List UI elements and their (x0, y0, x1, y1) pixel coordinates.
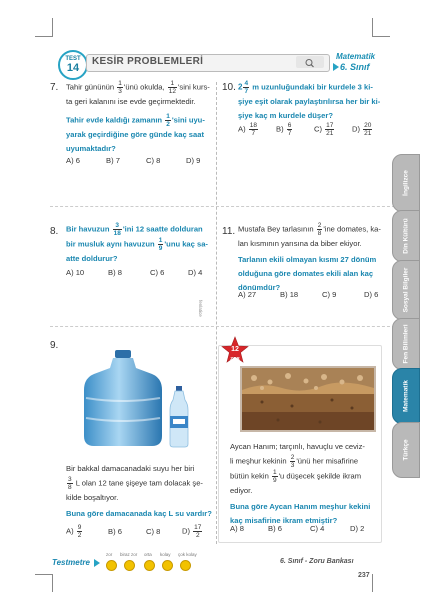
option-d[interactable]: D) 9 (186, 156, 201, 165)
q7-question-line: yarak geçirdiğine göre günde kaç saat (66, 130, 205, 139)
testmetre-arrow-icon (94, 559, 100, 567)
search-icon (296, 57, 324, 69)
section-divider (50, 326, 395, 327)
question-7-text (66, 80, 212, 156)
tab-fen-bilimleri[interactable] (392, 318, 420, 370)
tab-label: Türkçe (402, 439, 410, 461)
tab-sosyal-bilgiler[interactable] (392, 260, 420, 320)
fraction: $\frac{4}{7}$ (244, 80, 249, 95)
tab-din-kulturu[interactable] (392, 210, 420, 262)
question-12-text (230, 440, 380, 528)
tab-label: Fen Bilimleri (402, 324, 410, 364)
mood-label: zor (106, 552, 113, 557)
question-11-options (238, 290, 388, 302)
crop-mark (372, 574, 373, 592)
option-d[interactable]: D) 6 (364, 290, 379, 299)
tab-matematik[interactable] (392, 368, 420, 424)
smiley-icon[interactable] (180, 560, 191, 571)
question-12-options (230, 524, 380, 536)
option-b[interactable]: B) $\frac{6}{7}$ (276, 122, 292, 137)
column-divider (216, 82, 217, 544)
option-b[interactable]: B) 18 (280, 290, 299, 299)
fraction: $\frac{1}{9}$ (272, 469, 277, 484)
fraction: $\frac{2}{3}$ (290, 454, 295, 469)
fraction: $\frac{1}{12}$ (168, 80, 176, 95)
option-b[interactable]: B) 6 (268, 524, 282, 533)
option-a[interactable]: A) 8 (230, 524, 244, 533)
tab-ingilizce[interactable] (392, 154, 420, 212)
smiley-icon[interactable] (144, 560, 155, 571)
question-11-text (238, 222, 388, 295)
difficulty-label: ZOR (230, 356, 240, 361)
water-bottle-image (168, 386, 190, 448)
q7-text-part: 'ünü okulda, (123, 82, 165, 92)
q7-text-part: Tahir gününün (66, 82, 115, 92)
tab-label: Sosyal Bilgiler (402, 267, 410, 313)
grade-label: 6. Sınıf (340, 62, 370, 72)
question-8-options (66, 268, 212, 280)
side-label: fenlatice (198, 300, 203, 317)
q12-text-line: ediyor. (230, 486, 253, 495)
q7-question-part: Tahir evde kaldığı zamanın (66, 115, 163, 125)
tab-label: Din Kültürü (402, 218, 410, 254)
option-a[interactable]: A) $\frac{18}{7}$ (238, 122, 257, 137)
question-10-options (238, 122, 388, 140)
q11-question-line: dönümdür? (238, 283, 281, 292)
q10-text-line: şiye kaç m kurdele düşer? (238, 111, 333, 120)
crop-mark (35, 574, 53, 575)
grade-triangle-icon (333, 63, 339, 71)
test-number: 14 (66, 62, 80, 74)
option-c[interactable]: C) 8 (146, 527, 161, 536)
crop-mark (372, 36, 390, 37)
fraction: $\frac{3}{8}$ (68, 476, 72, 491)
question-9-text (66, 462, 212, 521)
q12-text-line: Aycan Hanım; tarçınlı, havuçlu ve ceviz- (230, 442, 365, 451)
smiley-icon[interactable] (106, 560, 117, 571)
option-c[interactable]: C) 6 (150, 268, 165, 277)
option-d[interactable]: D) $\frac{20}{21}$ (352, 122, 372, 137)
crop-mark (52, 574, 53, 592)
tab-turkce[interactable] (392, 422, 420, 478)
subject-tabs (392, 154, 418, 476)
question-12-number: 12 (231, 346, 239, 353)
water-jug-image (82, 348, 164, 448)
option-c[interactable]: C) $\frac{17}{21}$ (314, 122, 334, 137)
q11-text-part: 'ine domates, ka- (323, 224, 381, 234)
mood-label: kolay (160, 552, 171, 557)
option-b[interactable]: B) 6 (108, 527, 122, 536)
question-8-number: 8. (50, 226, 59, 237)
q11-question-line: olduğuna göre domates ekili alan kaç (238, 269, 374, 278)
smiley-icon[interactable] (162, 560, 173, 571)
book-title: 6. Sınıf - Zoru Bankası (280, 558, 354, 565)
option-d[interactable]: D) 4 (188, 268, 203, 277)
q12-text-part: 'ünü her misafirine (296, 456, 359, 466)
mood-label: orta (144, 552, 152, 557)
testmetre-label: Testmetre (52, 558, 90, 567)
page-number: 237 (358, 572, 370, 579)
q9-question-line: Buna göre damacanada kaç L su vardır? (66, 509, 212, 518)
option-d[interactable]: D) 2 (350, 524, 365, 533)
crop-mark (52, 18, 53, 36)
q11-text-part: Mustafa Bey tarlasının (238, 224, 314, 234)
q12-text-part: bütün kekin (230, 471, 269, 481)
question-11-number: 11. (222, 226, 236, 237)
option-b[interactable]: B) 7 (106, 156, 120, 165)
q10-text-part: m uzunluğundaki bir kurdele 3 ki- (252, 82, 373, 92)
q12-question-line: kaç misafirine ikram etmiştir? (230, 516, 338, 525)
q9-text-part: L olan 12 tane şişeye tam dolacak şe- (75, 478, 203, 488)
difficulty-rating (104, 552, 200, 572)
question-10-number: 10. (222, 82, 236, 93)
crop-mark (35, 36, 53, 37)
fraction: $\frac{1}{2}$ (166, 113, 170, 128)
q10-text-line: şiye eşit olarak paylaştırılırsa her bir ki- (238, 97, 381, 106)
q12-text-part: 'u düşecek şekilde ikram (278, 471, 362, 481)
cake-image (240, 366, 376, 432)
q9-text-line: kilde boşaltıyor. (66, 493, 119, 502)
option-d[interactable]: D) $\frac{17}{2}$ (182, 524, 202, 539)
fraction: $\frac{1}{3}$ (118, 80, 122, 95)
q8-text-part: 'unu kaç sa- (164, 239, 208, 249)
q11-question-line: Tarlanın ekili olmayan kısmı 27 dönüm (238, 255, 377, 264)
test-badge (58, 50, 88, 80)
q7-text-part: 'sini kurs- (177, 82, 210, 92)
fraction: $\frac{2}{8}$ (317, 222, 322, 237)
q8-text-part: bir musluk aynı havuzun (66, 239, 155, 249)
search-box (296, 56, 324, 68)
tab-label: İngilizce (402, 170, 410, 196)
question-9-number: 9. (50, 340, 59, 351)
option-c[interactable]: C) 4 (310, 524, 325, 533)
test-label: TEST (65, 56, 81, 62)
option-c[interactable]: C) 9 (322, 290, 337, 299)
option-a[interactable]: A) 10 (66, 268, 85, 277)
q9-text-line: Bir bakkal damacanadaki suyu her biri (66, 464, 195, 473)
q7-question-line: uyumaktadır? (66, 144, 116, 153)
question-7-options (66, 156, 212, 168)
fraction: $\frac{1}{9}$ (158, 237, 163, 252)
q8-text-line: atte doldurur? (66, 254, 118, 263)
subject-label: Matematik (336, 52, 376, 61)
smiley-icon[interactable] (124, 560, 135, 571)
mood-label: çok kolay (178, 552, 197, 557)
mixed-number-whole: 2 (238, 82, 243, 92)
crop-mark (372, 18, 373, 36)
tab-label: Matematik (402, 380, 410, 412)
cake-picture (242, 368, 374, 430)
question-7-number: 7. (50, 82, 59, 93)
q7-question-part: 'sini uyu- (171, 115, 205, 125)
q12-text-part: li meşhur kekinin (230, 456, 287, 466)
mood-label: biraz zor (120, 552, 138, 557)
question-10-text (238, 80, 388, 123)
option-a[interactable]: A) $\frac{9}{2}$ (66, 524, 82, 539)
option-c[interactable]: C) 8 (146, 156, 161, 165)
fraction: $\frac{3}{18}$ (113, 222, 121, 237)
q8-text-part: 'ini 12 saatte dolduran (122, 224, 203, 234)
section-divider (50, 206, 395, 207)
option-a[interactable]: A) 27 (238, 290, 257, 299)
option-b[interactable]: B) 8 (108, 268, 122, 277)
q7-text-line: ta geri kalanını ise evde geçirmektedir. (66, 97, 196, 106)
q12-question-line: Buna göre Aycan Hanım meşhur kekini (230, 502, 371, 511)
page-title: KESİR PROBLEMLERİ (92, 56, 204, 67)
option-a[interactable]: A) 6 (66, 156, 80, 165)
q8-text-part: Bir havuzun (66, 224, 110, 234)
question-9-options (66, 524, 212, 542)
q11-text-line: lan kısmının yarısına da biber ekiyor. (238, 239, 362, 248)
question-8-text (66, 222, 212, 266)
